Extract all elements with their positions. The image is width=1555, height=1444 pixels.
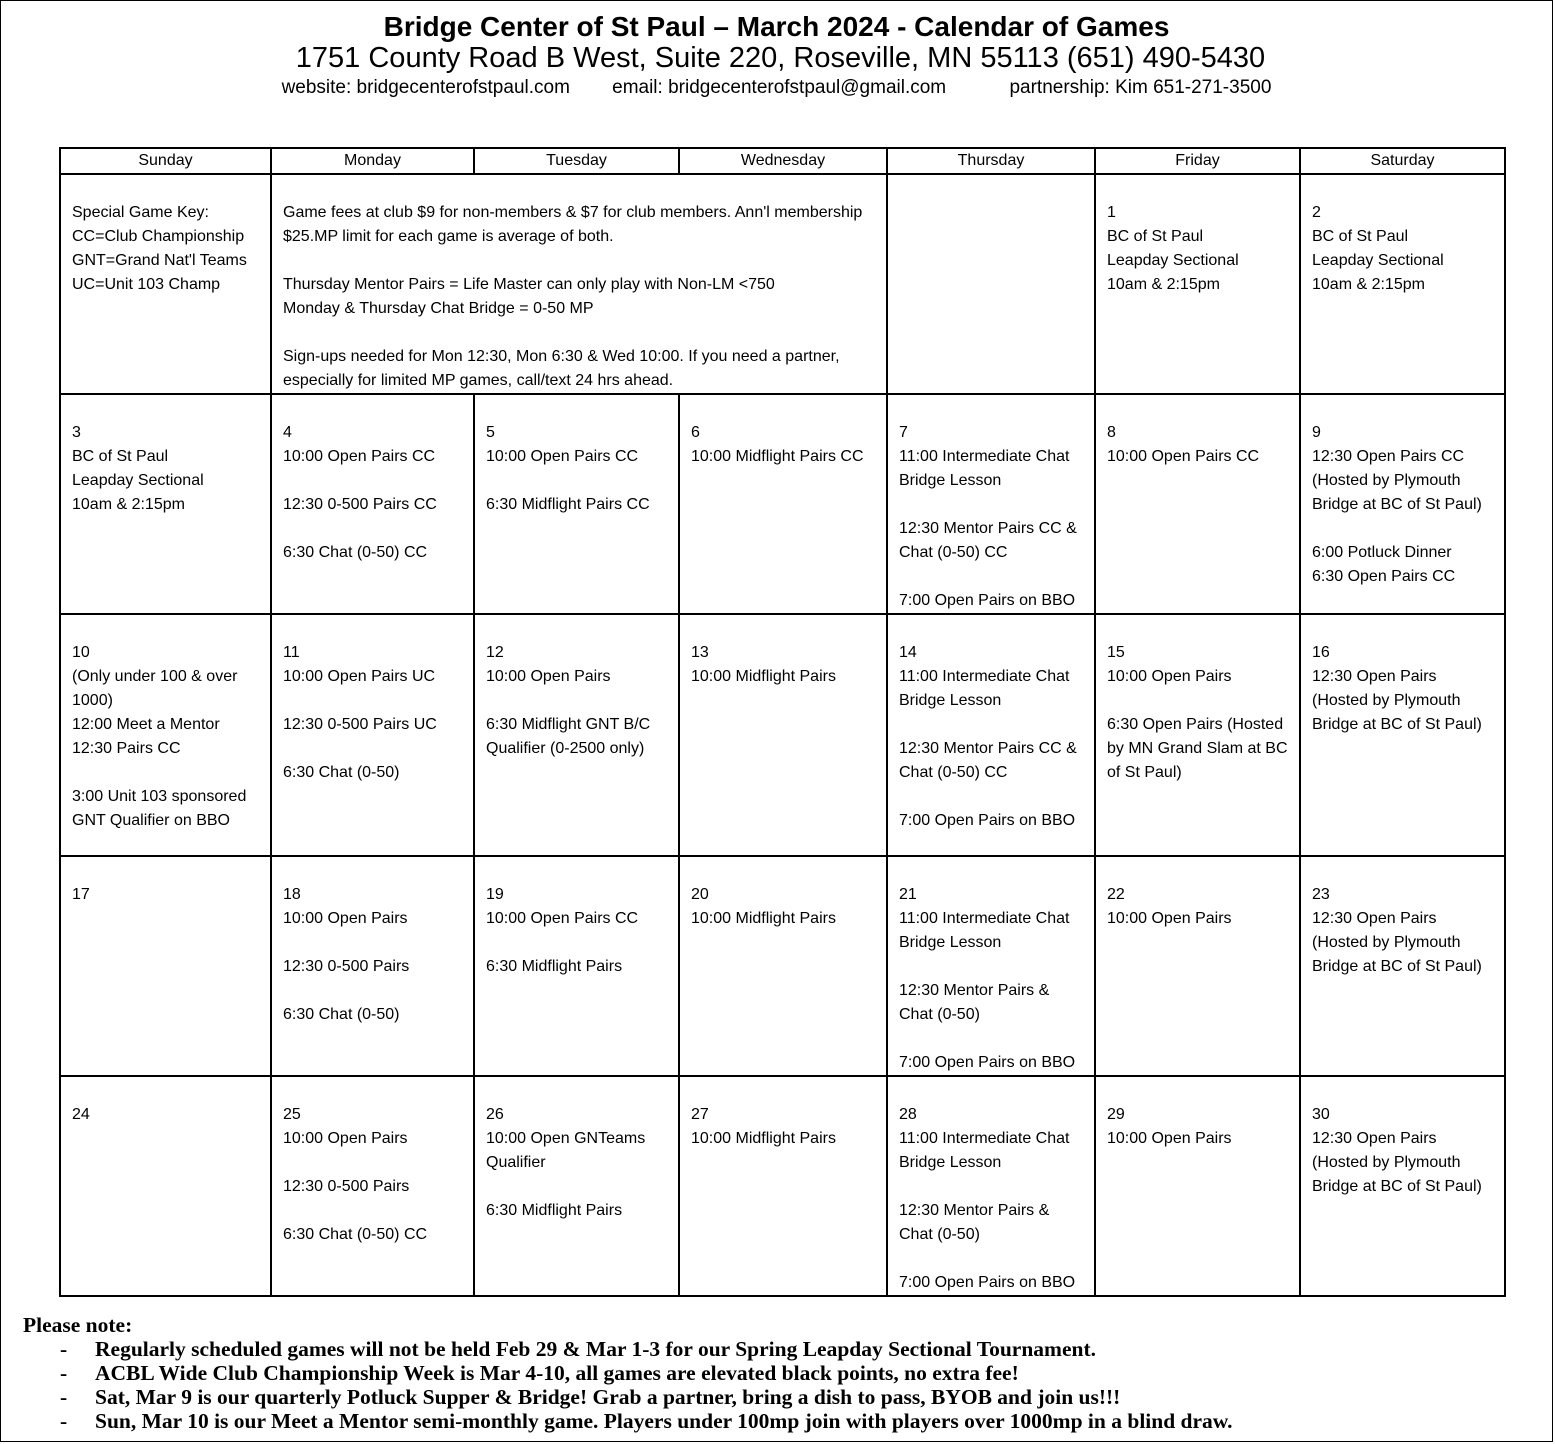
note-item (23, 1409, 1543, 1433)
week-row-4 (60, 856, 1505, 1076)
week-row-3 (60, 614, 1505, 856)
day-cell-19 (474, 856, 679, 1076)
day-cell-text: 13 10:00 Midflight Pairs (691, 644, 836, 685)
note-bullet: - (60, 1409, 68, 1433)
day-cell-text: 16 12:30 Open Pairs (Hosted by Plymouth Bridge at BC of St Paul) (1312, 644, 1482, 733)
weekday-header-row (60, 148, 1505, 174)
day-cell-12 (474, 614, 679, 856)
day-cell-29 (1095, 1076, 1300, 1296)
day-cell-20 (679, 856, 887, 1076)
day-cell-text: 27 10:00 Midflight Pairs (691, 1106, 836, 1147)
week-row-2 (60, 394, 1505, 614)
page-title: Bridge Center of St Paul – March 2024 - Calendar of Games (383, 11, 1170, 42)
day-cell-4 (271, 394, 474, 614)
day-cell-25 (271, 1076, 474, 1296)
day-cell-24 (60, 1076, 271, 1296)
day-cell-text: 11 10:00 Open Pairs UC 12:30 0-500 Pairs UC 6:30 Chat (0-50) (283, 644, 437, 781)
day-cell-text: 4 10:00 Open Pairs CC 12:30 0-500 Pairs CC 6:30 Chat (0-50) CC (283, 424, 437, 561)
day-cell-22 (1095, 856, 1300, 1076)
weekday-header-thursday: Thursday (887, 148, 1095, 174)
day-cell-30 (1300, 1076, 1505, 1296)
special-game-key: Special Game Key: CC=Club Championship GNT=Grand Nat'l Teams UC=Unit 103 Champ (72, 204, 247, 293)
special-game-key-cell (60, 174, 271, 394)
day-cell-14 (887, 614, 1095, 856)
note-bullet: - (60, 1361, 68, 1385)
day-cell-text: 25 10:00 Open Pairs 12:30 0-500 Pairs 6:30 Chat (0-50) CC (283, 1106, 428, 1243)
day-cell-27 (679, 1076, 887, 1296)
header (1, 11, 1552, 101)
note-bullet: - (60, 1337, 68, 1361)
club-address: 1751 County Road B West, Suite 220, Roseville, MN 55113 (651) 490-5430 (295, 42, 1266, 74)
day-cell-text: 22 10:00 Open Pairs (1107, 886, 1232, 927)
note-text: Regularly scheduled games will not be held Feb 29 & Mar 1-3 for our Spring Leapday Sectional Tournament. (95, 1337, 1096, 1361)
day-cell-text: 26 10:00 Open GNTeams Qualifier 6:30 Midflight Pairs (486, 1106, 646, 1219)
day-cell-1 (1095, 174, 1300, 394)
day-cell-9 (1300, 394, 1505, 614)
week-row-1 (60, 174, 1505, 394)
day-cell-7 (887, 394, 1095, 614)
note-item (23, 1385, 1543, 1409)
day-cell-text: 18 10:00 Open Pairs 12:30 0-500 Pairs 6:30 Chat (0-50) (283, 886, 410, 1023)
note-item (23, 1361, 1543, 1385)
day-cell-text: 5 10:00 Open Pairs CC 6:30 Midflight Pairs CC (486, 424, 650, 513)
day-cell-empty (887, 174, 1095, 394)
weekday-header-wednesday: Wednesday (679, 148, 887, 174)
day-cell-text: 23 12:30 Open Pairs (Hosted by Plymouth Bridge at BC of St Paul) (1312, 886, 1482, 975)
note-item (23, 1337, 1543, 1361)
weekday-header-sunday: Sunday (60, 148, 271, 174)
day-cell-16 (1300, 614, 1505, 856)
day-cell-28 (887, 1076, 1095, 1296)
notes-section (23, 1313, 1543, 1433)
day-cell-text: 30 12:30 Open Pairs (Hosted by Plymouth Bridge at BC of St Paul) (1312, 1106, 1482, 1195)
day-cell-text: 17 (72, 886, 90, 903)
game-info-text: Game fees at club $9 for non-members & $7 for club members. Ann'l membership $25.MP limit for each game is average of both. Thursday Mentor Pairs = Life Master can only play with Non-LM <750 Monday & Thursday Chat Bridge = 0-50 MP Sign-ups needed for Mon 12:30, Mon 6:30 & Wed 10:00. If you need a partner, especially for limited MP games, call/text 24 hrs ahead. (283, 204, 863, 389)
day-cell-5 (474, 394, 679, 614)
info-cell (271, 174, 887, 394)
weekday-header-saturday: Saturday (1300, 148, 1505, 174)
notes-list (23, 1337, 1543, 1433)
day-cell-text: 15 10:00 Open Pairs 6:30 Open Pairs (Hosted by MN Grand Slam at BC of St Paul) (1107, 644, 1288, 781)
day-cell-15 (1095, 614, 1300, 856)
day-cell-8 (1095, 394, 1300, 614)
day-cell-text: 28 11:00 Intermediate Chat Bridge Lesson 12:30 Mentor Pairs & Chat (0-50) 7:00 Open Pairs on BBO (899, 1106, 1076, 1291)
weekday-header-monday: Monday (271, 148, 474, 174)
day-cell-text: 21 11:00 Intermediate Chat Bridge Lesson 12:30 Mentor Pairs & Chat (0-50) 7:00 Open Pairs on BBO (899, 886, 1076, 1071)
notes-heading: Please note: (23, 1313, 133, 1337)
day-cell-text: 14 11:00 Intermediate Chat Bridge Lesson 12:30 Mentor Pairs CC & Chat (0-50) CC 7:00 Open Pairs on BBO (899, 644, 1077, 829)
note-bullet: - (60, 1385, 68, 1409)
note-text: Sat, Mar 9 is our quarterly Potluck Supper & Bridge! Grab a partner, bring a dish to pass, BYOB and join us!!! (95, 1385, 1121, 1409)
day-cell-17 (60, 856, 271, 1076)
day-cell-26 (474, 1076, 679, 1296)
day-cell-text: 7 11:00 Intermediate Chat Bridge Lesson 12:30 Mentor Pairs CC & Chat (0-50) CC 7:00 Open Pairs on BBO (899, 424, 1077, 609)
day-cell-text: 12 10:00 Open Pairs 6:30 Midflight GNT B/C Qualifier (0-2500 only) (486, 644, 651, 757)
note-text: Sun, Mar 10 is our Meet a Mentor semi-monthly game. Players under 100mp join with players over 1000mp in a blind draw. (95, 1409, 1233, 1433)
day-cell-21 (887, 856, 1095, 1076)
weekday-header-friday: Friday (1095, 148, 1300, 174)
day-cell-11 (271, 614, 474, 856)
day-cell-10 (60, 614, 271, 856)
day-cell-text: 19 10:00 Open Pairs CC 6:30 Midflight Pairs (486, 886, 639, 975)
week-row-5 (60, 1076, 1505, 1296)
weekday-header-tuesday: Tuesday (474, 148, 679, 174)
day-cell-3 (60, 394, 271, 614)
day-cell-text: 10 (Only under 100 & over 1000) 12:00 Meet a Mentor 12:30 Pairs CC 3:00 Unit 103 sponsored GNT Qualifier on BBO (72, 644, 247, 829)
day-cell-text: 6 10:00 Midflight Pairs CC (691, 424, 864, 465)
contact-info: website: bridgecenterofstpaul.com email: bridgecenterofstpaul@gmail.com partnership: Kim 651-271-3500 (281, 77, 1272, 98)
day-cell-text: 3 BC of St Paul Leapday Sectional 10am & 2:15pm (72, 424, 204, 513)
day-cell-13 (679, 614, 887, 856)
day-cell-6 (679, 394, 887, 614)
day-cell-text: 20 10:00 Midflight Pairs (691, 886, 836, 927)
day-cell-text: 2 BC of St Paul Leapday Sectional 10am & 2:15pm (1312, 204, 1444, 293)
day-cell-text: 24 (72, 1106, 90, 1123)
day-cell-text: 1 BC of St Paul Leapday Sectional 10am & 2:15pm (1107, 204, 1239, 293)
day-cell-text: 9 12:30 Open Pairs CC (Hosted by Plymouth Bridge at BC of St Paul) 6:00 Potluck Dinner 6:30 Open Pairs CC (1312, 424, 1482, 585)
calendar-table (59, 147, 1506, 1297)
day-cell-text: 29 10:00 Open Pairs (1107, 1106, 1232, 1147)
day-cell-2 (1300, 174, 1505, 394)
day-cell-18 (271, 856, 474, 1076)
day-cell-23 (1300, 856, 1505, 1076)
note-text: ACBL Wide Club Championship Week is Mar 4-10, all games are elevated black points, no extra fee! (95, 1361, 1019, 1385)
day-cell-text: 8 10:00 Open Pairs CC (1107, 424, 1260, 465)
